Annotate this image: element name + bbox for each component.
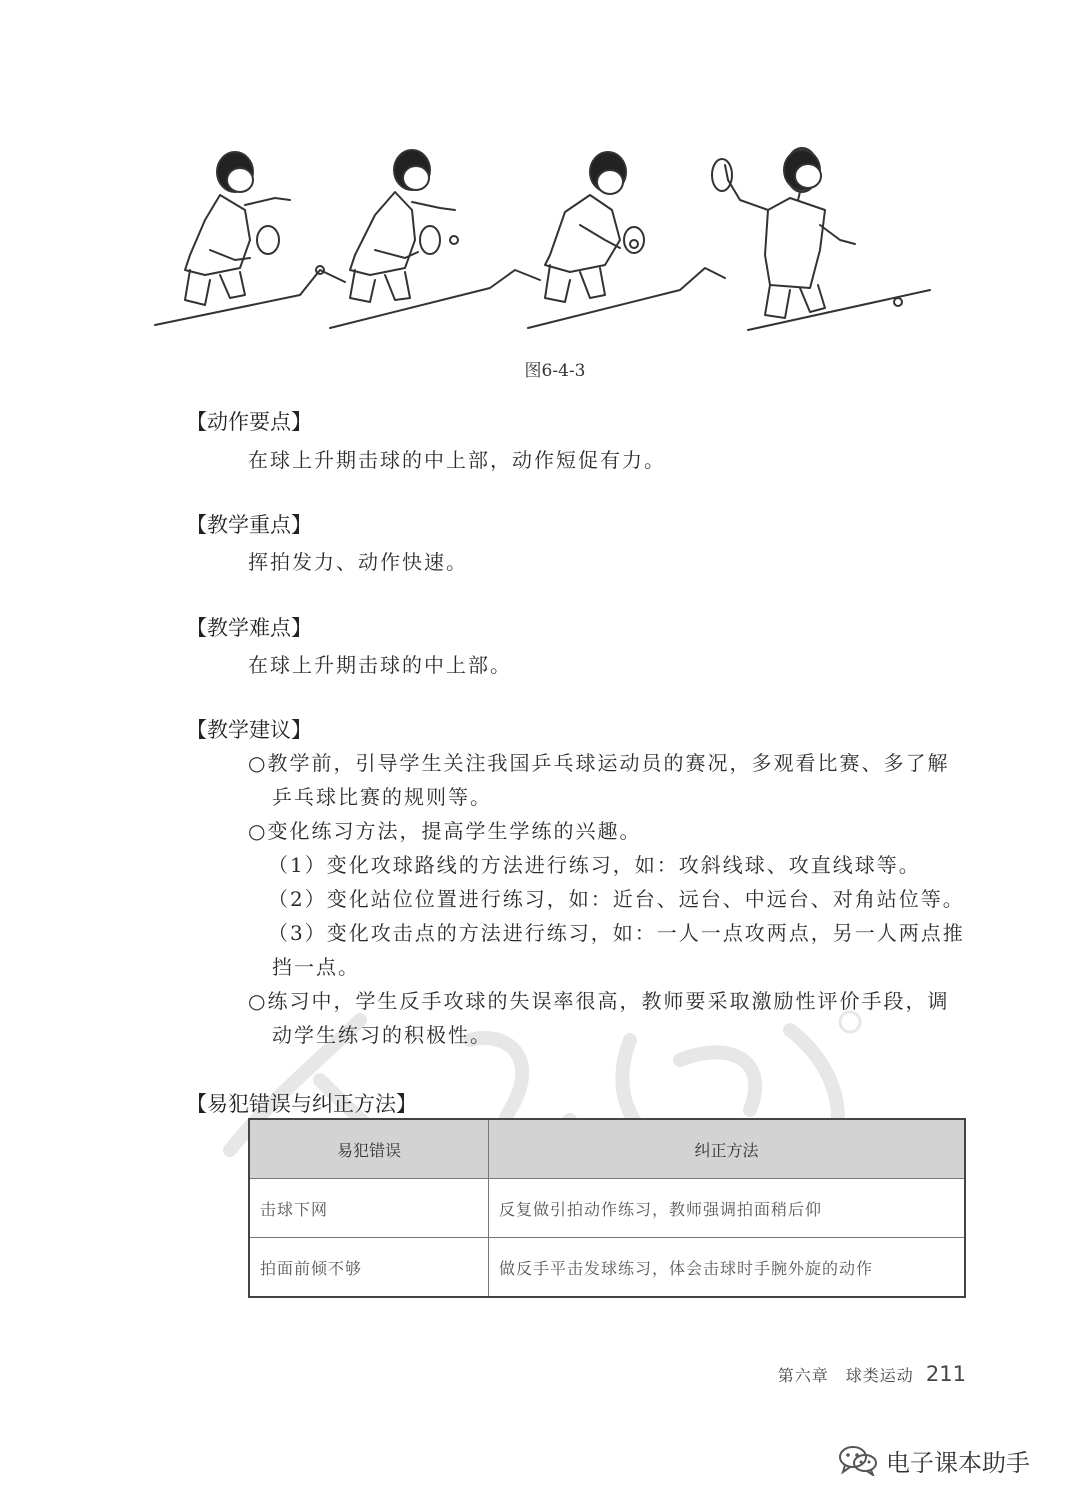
suggestion-item-2: ○变化练习方法，提高学生学练的兴趣。 (248, 819, 642, 843)
suggestion-sub-3 (268, 916, 968, 984)
page-footer (778, 1362, 966, 1386)
suggestion-sub-3-line-1: （3）变化攻击点的方法进行练习，如：一人一点攻两点，另一人两点推 (268, 921, 965, 945)
player-figure-1 (155, 152, 345, 325)
suggestion-item-3-line-1: ○练习中，学生反手攻球的失误率很高，教师要采取激励性评价手段，调 (248, 989, 950, 1013)
section-title-teaching-focus: 【教学重点】 (186, 513, 312, 537)
suggestion-sub-3-line-2: 挡一点。 (272, 955, 360, 979)
page-number: 211 (925, 1362, 966, 1386)
chapter-label: 第六章 球类运动 (777, 1366, 914, 1385)
suggestion-item-3-line-2: 动学生练习的积极性。 (272, 1023, 492, 1047)
suggestion-sub-2: （2）变化站位位置进行练习，如：近台、远台、中远台、对角站位等。 (268, 887, 965, 911)
table-header-correction: 纠正方法 (489, 1119, 966, 1179)
table-header-error: 易犯错误 (249, 1119, 489, 1179)
wechat-icon (838, 1444, 878, 1476)
suggestion-item-1-line-2: 乒乓球比赛的规则等。 (272, 785, 492, 809)
wechat-account-name: 电子课本助手 (886, 1448, 1030, 1477)
stroke-sequence-drawing (150, 140, 950, 340)
section-title-action-points: 【动作要点】 (186, 410, 312, 434)
wechat-account-watermark (838, 1440, 1030, 1480)
suggestion-sub-1: （1）变化攻球路线的方法进行练习，如：攻斜线球、攻直线球等。 (268, 853, 921, 877)
table-cell-error: 拍面前倾不够 (249, 1238, 489, 1298)
table-header-row (249, 1119, 965, 1179)
section-title-teaching-suggestions: 【教学建议】 (186, 718, 312, 742)
suggestion-item-1 (248, 746, 968, 814)
table-cell-correction: 做反手平击发球练习，体会击球时手腕外旋的动作 (489, 1238, 966, 1298)
action-points-text: 在球上升期击球的中上部，动作短促有力。 (248, 448, 666, 472)
section-title-teaching-difficulty: 【教学难点】 (186, 616, 312, 640)
errors-table (248, 1118, 966, 1298)
suggestion-item-1-line-1: ○教学前，引导学生关注我国乒乓球运动员的赛况，多观看比赛、多了解 (248, 751, 950, 775)
section-title-errors: 【易犯错误与纠正方法】 (186, 1092, 417, 1116)
teaching-difficulty-text: 在球上升期击球的中上部。 (248, 653, 512, 677)
table-cell-correction: 反复做引拍动作练习，教师强调拍面稍后仰 (489, 1179, 966, 1238)
player-figure-2 (330, 150, 540, 328)
player-figure-3 (528, 152, 725, 328)
table-row (249, 1179, 965, 1238)
table-row (249, 1238, 965, 1298)
suggestion-item-3 (248, 984, 968, 1052)
table-cell-error: 击球下网 (249, 1179, 489, 1238)
table-tennis-illustration (150, 140, 950, 340)
player-figure-4 (712, 148, 930, 330)
figure-caption: 图6-4-3 (524, 361, 586, 381)
teaching-focus-text: 挥拍发力、动作快速。 (248, 550, 468, 574)
